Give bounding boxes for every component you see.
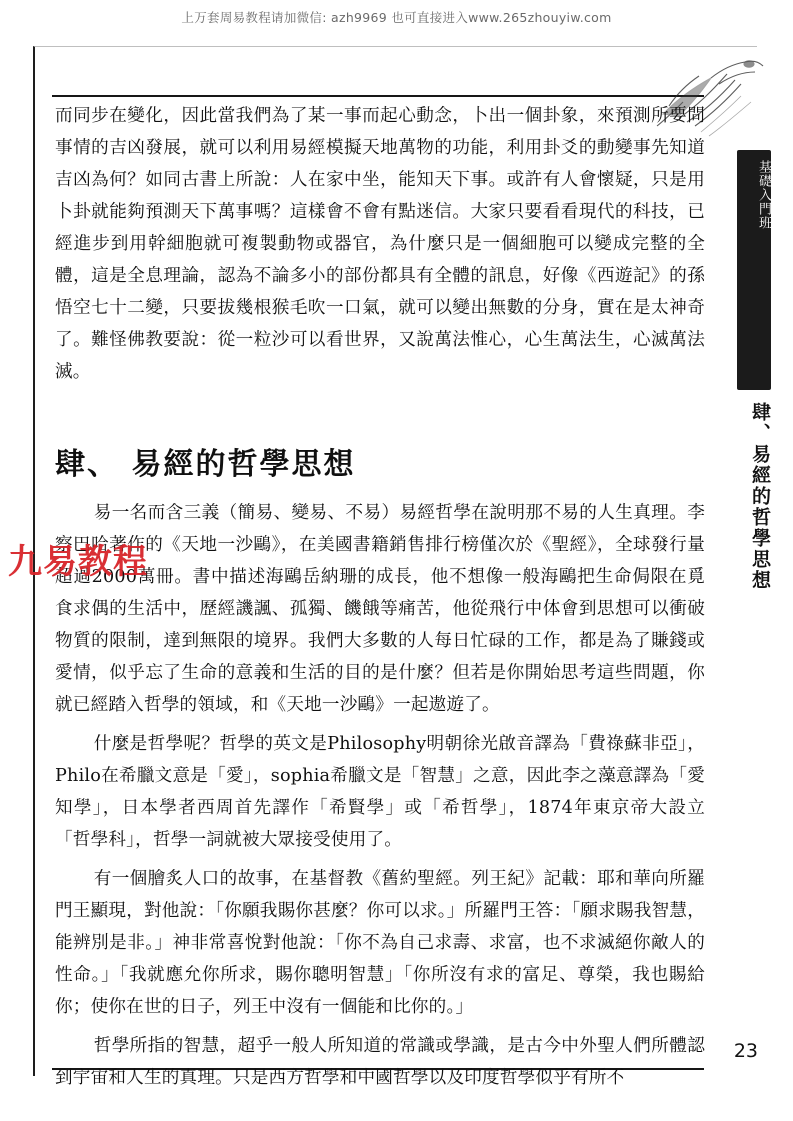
heading-spacer — [55, 395, 705, 413]
page-number: 23 — [733, 1040, 758, 1062]
paragraph-4: 哲學所指的智慧，超乎一般人所知道的常識或學識，是古今中外聖人們所體認到宇宙和人生的真理。只是西方哲學和中國哲學以及印度哲學似乎有所不 — [55, 1036, 705, 1088]
top-rule-divider — [52, 95, 704, 97]
top-watermark-banner: 上万套周易教程请加微信: azh9969 也可直接进入www.265zhouyiw.com — [181, 10, 612, 25]
watermark-logo: 九易教程 — [8, 542, 148, 582]
paragraph-2: 什麼是哲學呢？哲學的英文是Philosophy明朝徐光啟音譯為「費祿蘇非亞」，Philo在希臘文意是「愛」，sophia希臘文是「智慧」之意，因此李之藻意譯為「愛知學」，日本學者西周首先譯作「希賢學」或「希哲學」，1874年東京帝大設立「哲學科」，哲學一詞就被大眾接受使用了。 — [55, 734, 705, 850]
side-tab-label: 基礎入門班 — [756, 160, 771, 230]
side-chapter-label: 肆、易經的哲學思想 — [749, 402, 771, 591]
paragraph-intro: 而同步在變化，因此當我們為了某一事而起心動念，卜出一個卦象，來預測所要問事情的吉凶發展，就可以利用易經模擬天地萬物的功能，利用卦爻的動變事先知道吉凶為何？如同古書上所說：人在家中坐，能知天下事。或許有人會懷疑，只是用卜卦就能夠預測天下萬事嗎？這樣會不會有點迷信。大家只要看看現代的科技，已經進步到用幹細胞就可複製動物或器官，為什麼只是一個細胞可以變成完整的全體，這是全息理論，認為不論多小的部份都具有全體的訊息，好像《西遊記》的孫悟空七十二變，只要拔幾根猴毛吹一口氣，就可以變出無數的分身，實在是太神奇了。難怪佛教要說：從一粒沙可以看世界，又說萬法惟心，心生萬法生，心滅萬法滅。 — [55, 106, 705, 382]
paragraph-3: 有一個膾炙人口的故事，在基督教《舊約聖經。列王紀》記載：耶和華向所羅門王顯現，對他說：「你願我賜你甚麼？你可以求。」所羅門王答：「願求賜我智慧，能辨別是非。」神非常喜悅對他說：「你不為自己求壽、求富，也不求滅絕你敵人的性命。」「我就應允你所求，賜你聰明智慧」「你所沒有求的富足、尊榮，我也賜給你；使你在世的日子，列王中沒有一個能和比你的。」 — [55, 869, 705, 1017]
side-tab-block — [737, 150, 771, 390]
body-text-column — [55, 100, 705, 1101]
paragraph-1: 易一名而含三義（簡易、變易、不易）易經哲學在說明那不易的人生真理。李察巴哈著作的《天地一沙鷗》，在美國書籍銷售排行榜僅次於《聖經》，全球發行量超過2000萬冊。書中描述海鷗岳納珊的成長，他不想像一般海鷗把生命侷限在覓食求偶的生活中，歷經譏諷、孤獨、饑餓等痛苦，他從飛行中体會到思想可以衝破物質的限制，達到無限的境界。我們大多數的人每日忙碌的工作，都是為了賺錢或愛情，似乎忘了生命的意義和生活的目的是什麼？但若是你開始思考這些問題，你就已經踏入哲學的領域，和《天地一沙鷗》一起遨遊了。 — [55, 503, 705, 715]
section-heading: 肆、 易經的哲學思想 — [55, 447, 356, 482]
